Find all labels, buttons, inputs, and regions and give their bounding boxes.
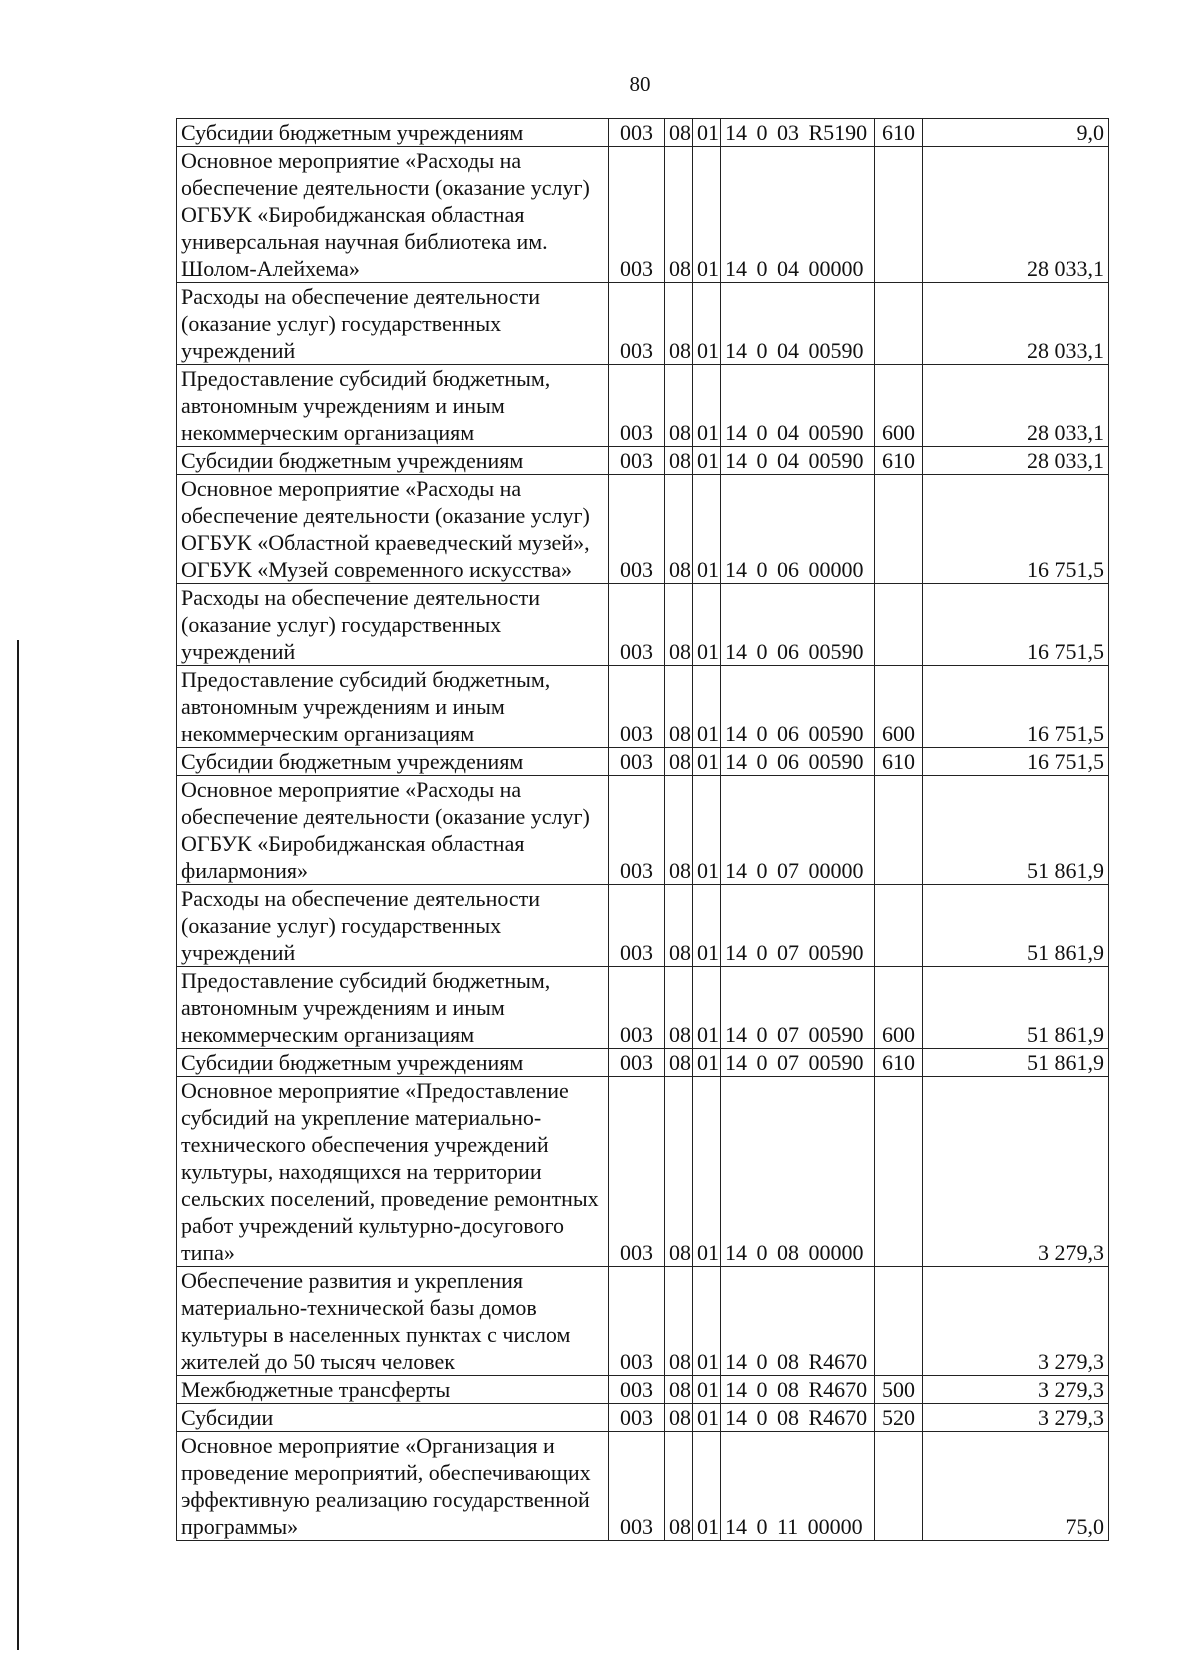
amount-cell: 51 861,9 [923,776,1109,885]
table-row [177,748,1109,776]
subsection-code-cell: 01 [693,119,721,147]
table-row [177,1432,1109,1541]
amount-cell: 16 751,5 [923,666,1109,748]
expense-type-cell [875,776,923,885]
amount-cell: 51 861,9 [923,1049,1109,1077]
ministry-code-cell: 003 [609,584,665,666]
expense-name-cell: Межбюджетные трансферты [177,1376,609,1404]
target-article-cell: 14 0 08 00000 [721,1077,875,1267]
ministry-code-cell: 003 [609,1376,665,1404]
expense-type-cell: 500 [875,1376,923,1404]
table-row [177,365,1109,447]
section-code-cell: 08 [665,147,693,283]
expense-type-cell [875,475,923,584]
subsection-code-cell: 01 [693,1267,721,1376]
section-code-cell: 08 [665,1049,693,1077]
target-article-cell: 14 0 07 00590 [721,967,875,1049]
target-article-cell: 14 0 06 00590 [721,748,875,776]
section-code-cell: 08 [665,584,693,666]
amount-cell: 16 751,5 [923,475,1109,584]
subsection-code-cell: 01 [693,666,721,748]
target-article-cell: 14 0 08 R4670 [721,1376,875,1404]
expense-type-cell [875,283,923,365]
target-article-cell: 14 0 07 00000 [721,776,875,885]
expense-name-cell: Субсидии бюджетным учреждениям [177,447,609,475]
expense-name-cell: Обеспечение развития и укрепления материально-технической базы домов культуры в населенных пунктах с числом жителей до 50 тысяч человек [177,1267,609,1376]
section-code-cell: 08 [665,1376,693,1404]
section-code-cell: 08 [665,1432,693,1541]
amount-cell: 3 279,3 [923,1077,1109,1267]
section-code-cell: 08 [665,1077,693,1267]
target-article-cell: 14 0 11 00000 [721,1432,875,1541]
amount-cell: 75,0 [923,1432,1109,1541]
amount-cell: 9,0 [923,119,1109,147]
expense-name-cell: Предоставление субсидий бюджетным, автономным учреждениям и иным некоммерческим организациям [177,365,609,447]
table-row [177,1376,1109,1404]
expense-type-cell: 600 [875,365,923,447]
section-code-cell: 08 [665,666,693,748]
expense-name-cell: Расходы на обеспечение деятельности (оказание услуг) государственных учреждений [177,283,609,365]
target-article-cell: 14 0 06 00590 [721,584,875,666]
target-article-cell: 14 0 04 00590 [721,283,875,365]
amount-cell: 16 751,5 [923,748,1109,776]
subsection-code-cell: 01 [693,1432,721,1541]
expense-name-cell: Основное мероприятие «Организация и проведение мероприятий, обеспечивающих эффективную реализацию государственной программы» [177,1432,609,1541]
amount-cell: 28 033,1 [923,447,1109,475]
subsection-code-cell: 01 [693,1049,721,1077]
table-row [177,666,1109,748]
target-article-cell: 14 0 07 00590 [721,885,875,967]
subsection-code-cell: 01 [693,147,721,283]
section-code-cell: 08 [665,283,693,365]
subsection-code-cell: 01 [693,885,721,967]
expense-type-cell: 520 [875,1404,923,1432]
table-row [177,885,1109,967]
expense-type-cell: 610 [875,748,923,776]
expense-type-cell: 610 [875,119,923,147]
expense-type-cell [875,1432,923,1541]
ministry-code-cell: 003 [609,1404,665,1432]
section-code-cell: 08 [665,967,693,1049]
section-code-cell: 08 [665,748,693,776]
expense-name-cell: Субсидии бюджетным учреждениям [177,1049,609,1077]
target-article-cell: 14 0 06 00590 [721,666,875,748]
target-article-cell: 14 0 08 R4670 [721,1404,875,1432]
subsection-code-cell: 01 [693,1376,721,1404]
amount-cell: 3 279,3 [923,1376,1109,1404]
target-article-cell: 14 0 04 00590 [721,447,875,475]
ministry-code-cell: 003 [609,365,665,447]
ministry-code-cell: 003 [609,1077,665,1267]
amount-cell: 51 861,9 [923,967,1109,1049]
table-row [177,447,1109,475]
expense-type-cell: 600 [875,666,923,748]
amount-cell: 28 033,1 [923,283,1109,365]
target-article-cell: 14 0 08 R4670 [721,1267,875,1376]
ministry-code-cell: 003 [609,967,665,1049]
section-code-cell: 08 [665,1404,693,1432]
page-number: 80 [629,72,651,96]
ministry-code-cell: 003 [609,666,665,748]
subsection-code-cell: 01 [693,283,721,365]
expense-type-cell [875,147,923,283]
expense-name-cell: Субсидии бюджетным учреждениям [177,119,609,147]
subsection-code-cell: 01 [693,967,721,1049]
expense-name-cell: Основное мероприятие «Предоставление субсидий на укрепление материально-технического обеспечения учреждений культуры, находящихся на территории сельских поселений, проведение ремонтных работ учреждений культурно-досугового типа» [177,1077,609,1267]
expense-type-cell [875,584,923,666]
expense-name-cell: Расходы на обеспечение деятельности (оказание услуг) государственных учреждений [177,584,609,666]
ministry-code-cell: 003 [609,475,665,584]
ministry-code-cell: 003 [609,1432,665,1541]
scan-edge-line [17,640,19,1650]
table-row [177,584,1109,666]
ministry-code-cell: 003 [609,1267,665,1376]
expense-type-cell: 600 [875,967,923,1049]
ministry-code-cell: 003 [609,283,665,365]
amount-cell: 3 279,3 [923,1267,1109,1376]
ministry-code-cell: 003 [609,447,665,475]
subsection-code-cell: 01 [693,1404,721,1432]
amount-cell: 16 751,5 [923,584,1109,666]
ministry-code-cell: 003 [609,776,665,885]
expense-type-cell: 610 [875,447,923,475]
table-row [177,1267,1109,1376]
expense-name-cell: Основное мероприятие «Расходы на обеспечение деятельности (оказание услуг) ОГБУК «Биробиджанская областная универсальная научная библиотека им. Шолом-Алейхема» [177,147,609,283]
ministry-code-cell: 003 [609,147,665,283]
amount-cell: 28 033,1 [923,147,1109,283]
ministry-code-cell: 003 [609,885,665,967]
target-article-cell: 14 0 03 R5190 [721,119,875,147]
section-code-cell: 08 [665,365,693,447]
subsection-code-cell: 01 [693,365,721,447]
expense-name-cell: Расходы на обеспечение деятельности (оказание услуг) государственных учреждений [177,885,609,967]
budget-table-body [177,119,1109,1541]
expense-name-cell: Основное мероприятие «Расходы на обеспечение деятельности (оказание услуг) ОГБУК «Биробиджанская областная филармония» [177,776,609,885]
subsection-code-cell: 01 [693,1077,721,1267]
amount-cell: 28 033,1 [923,365,1109,447]
subsection-code-cell: 01 [693,748,721,776]
section-code-cell: 08 [665,475,693,584]
subsection-code-cell: 01 [693,584,721,666]
subsection-code-cell: 01 [693,776,721,885]
expense-type-cell [875,1267,923,1376]
section-code-cell: 08 [665,885,693,967]
expense-name-cell: Предоставление субсидий бюджетным, автономным учреждениям и иным некоммерческим организациям [177,967,609,1049]
budget-table [176,118,1109,1541]
section-code-cell: 08 [665,119,693,147]
table-row [177,1077,1109,1267]
table-row [177,1404,1109,1432]
ministry-code-cell: 003 [609,748,665,776]
subsection-code-cell: 01 [693,475,721,584]
amount-cell: 3 279,3 [923,1404,1109,1432]
ministry-code-cell: 003 [609,1049,665,1077]
section-code-cell: 08 [665,1267,693,1376]
expense-name-cell: Основное мероприятие «Расходы на обеспечение деятельности (оказание услуг) ОГБУК «Областной краеведческий музей», ОГБУК «Музей современного искусства» [177,475,609,584]
table-row [177,967,1109,1049]
ministry-code-cell: 003 [609,119,665,147]
table-row [177,776,1109,885]
expense-name-cell: Предоставление субсидий бюджетным, автономным учреждениям и иным некоммерческим организациям [177,666,609,748]
table-row [177,119,1109,147]
amount-cell: 51 861,9 [923,885,1109,967]
table-row [177,283,1109,365]
section-code-cell: 08 [665,776,693,885]
target-article-cell: 14 0 04 00590 [721,365,875,447]
table-row [177,1049,1109,1077]
subsection-code-cell: 01 [693,447,721,475]
expense-type-cell [875,1077,923,1267]
expense-name-cell: Субсидии [177,1404,609,1432]
target-article-cell: 14 0 07 00590 [721,1049,875,1077]
target-article-cell: 14 0 06 00000 [721,475,875,584]
table-row [177,147,1109,283]
section-code-cell: 08 [665,447,693,475]
expense-type-cell [875,885,923,967]
table-row [177,475,1109,584]
expense-type-cell: 610 [875,1049,923,1077]
expense-name-cell: Субсидии бюджетным учреждениям [177,748,609,776]
target-article-cell: 14 0 04 00000 [721,147,875,283]
